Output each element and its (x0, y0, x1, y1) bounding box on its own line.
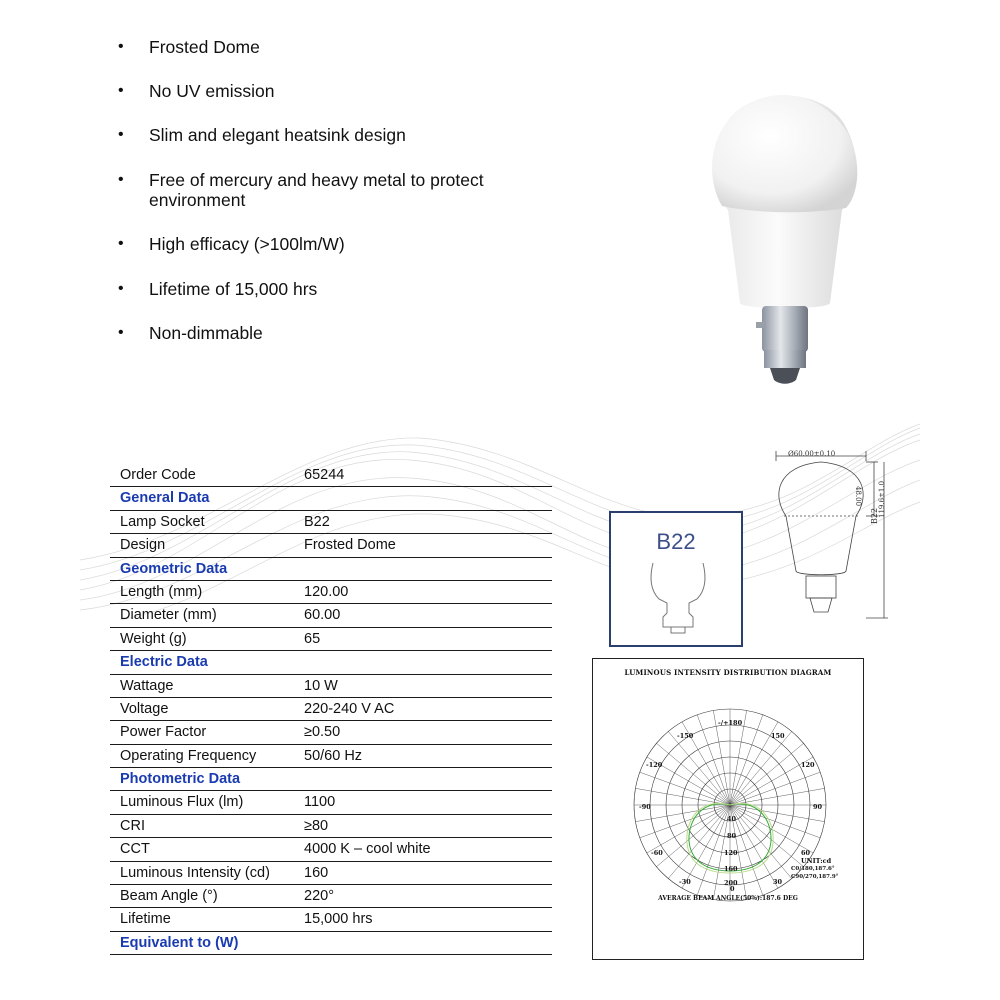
spec-value: B22 (304, 513, 330, 530)
spec-value: 65 (304, 630, 321, 647)
spec-row (110, 885, 552, 908)
spec-value: 15,000 hrs (304, 911, 373, 928)
spec-section-heading (110, 651, 552, 674)
spec-row (110, 745, 552, 768)
b22-socket-outline-icon (645, 561, 711, 635)
bullet-glyph: • (118, 235, 124, 252)
spec-row (110, 581, 552, 604)
spec-row (110, 464, 552, 487)
radial-label: 160 (724, 865, 738, 873)
spec-value: Frosted Dome (304, 537, 396, 554)
dimension-drawing (766, 446, 896, 631)
spec-key: CCT (120, 841, 150, 858)
bullet-glyph: • (118, 280, 124, 297)
section-title: General Data (120, 490, 210, 507)
spec-value: 10 W (304, 677, 338, 694)
spec-row (110, 838, 552, 861)
spec-row (110, 628, 552, 651)
unit-label: UNIT:cd (801, 857, 832, 865)
section-title: Geometric Data (120, 560, 228, 577)
spec-value: 120.00 (304, 583, 349, 600)
spec-section-heading (110, 932, 552, 955)
angle-label: 120 (801, 761, 815, 769)
spec-row (110, 908, 552, 931)
bulb-outline-drawing (766, 446, 896, 631)
spec-key: Design (120, 537, 166, 554)
dome-dimension-label: 48.00 (854, 486, 862, 507)
section-title: Photometric Data (120, 771, 241, 788)
luminous-intensity-diagram (592, 658, 864, 960)
section-title: Equivalent to (W) (120, 934, 239, 951)
spec-key: Power Factor (120, 724, 207, 741)
spec-value: ≥0.50 (304, 724, 341, 741)
spec-key: Luminous Intensity (cd) (120, 864, 270, 881)
spec-key: Order Code (120, 467, 196, 483)
spec-value: 1100 (304, 794, 336, 811)
spec-row (110, 604, 552, 627)
legend-c0: C0/180,187.6° (791, 866, 835, 872)
spec-section-heading (110, 558, 552, 581)
spec-key: Wattage (120, 677, 174, 694)
radial-label: 120 (724, 849, 738, 857)
specification-table (110, 464, 552, 955)
bullet-glyph: • (118, 126, 124, 143)
bullet-glyph: • (118, 38, 124, 55)
cap-dimension-label: B22 (870, 507, 879, 524)
spec-value: 60.00 (304, 607, 341, 624)
spec-row (110, 675, 552, 698)
spec-row (110, 511, 552, 534)
spec-key: Length (mm) (120, 583, 203, 600)
angle-label: 60 (801, 849, 811, 857)
spec-value: 65244 (304, 467, 345, 483)
spec-section-heading (110, 768, 552, 791)
spec-row (110, 721, 552, 744)
spec-row (110, 862, 552, 885)
socket-type-box (609, 511, 743, 647)
radial-label: 200 (724, 879, 738, 887)
polar-grid (593, 659, 865, 961)
spec-key: Beam Angle (°) (120, 888, 218, 905)
spec-key: Voltage (120, 700, 169, 717)
spec-section-heading (110, 487, 552, 510)
angle-label: -/+180 (718, 719, 743, 727)
section-title: Electric Data (120, 654, 208, 671)
spec-key: Diameter (mm) (120, 607, 217, 624)
spec-key: Luminous Flux (lm) (120, 794, 244, 811)
spec-row (110, 534, 552, 557)
beam-angle-footer: AVERAGE BEAM ANGLE(50%):187.6 DEG (658, 895, 798, 902)
angle-label: -120 (646, 761, 663, 769)
spec-value: 220° (304, 888, 334, 905)
angle-label: 30 (773, 878, 783, 886)
spec-row (110, 698, 552, 721)
spec-key: Operating Frequency (120, 747, 257, 764)
spec-value: 220-240 V AC (304, 700, 395, 717)
angle-label: 0 (730, 885, 735, 893)
bullet-glyph: • (118, 171, 124, 188)
spec-key: Lamp Socket (120, 513, 205, 530)
angle-label: 150 (771, 732, 785, 740)
angle-label: -150 (677, 732, 694, 740)
spec-value: 4000 K – cool white (304, 841, 431, 858)
radial-label: 80 (727, 832, 737, 840)
spec-value: 160 (304, 864, 329, 881)
diameter-dimension-label: Ø60.00±0.10 (788, 450, 836, 458)
legend-c90: C90/270,187.9° (791, 874, 839, 880)
bullet-glyph: • (118, 82, 124, 99)
spec-row (110, 791, 552, 814)
spec-value: 50/60 Hz (304, 747, 363, 764)
spec-key: CRI (120, 817, 145, 834)
length-dimension-label: 119.6±1.0 (878, 480, 886, 518)
spec-key: Weight (g) (120, 630, 187, 647)
socket-type-label: B22 (656, 529, 696, 554)
diagram-title: LUMINOUS INTENSITY DISTRIBUTION DIAGRAM (624, 668, 832, 677)
angle-label: -30 (679, 878, 691, 886)
spec-value: ≥80 (304, 817, 329, 834)
angle-label: -60 (651, 849, 663, 857)
spec-row (110, 815, 552, 838)
angle-label: 90 (813, 803, 823, 811)
radial-label: 40 (727, 815, 737, 823)
bulb-product-image (700, 88, 870, 388)
spec-key: Lifetime (120, 911, 171, 928)
angle-label: -90 (639, 803, 651, 811)
bullet-glyph: • (118, 324, 124, 341)
